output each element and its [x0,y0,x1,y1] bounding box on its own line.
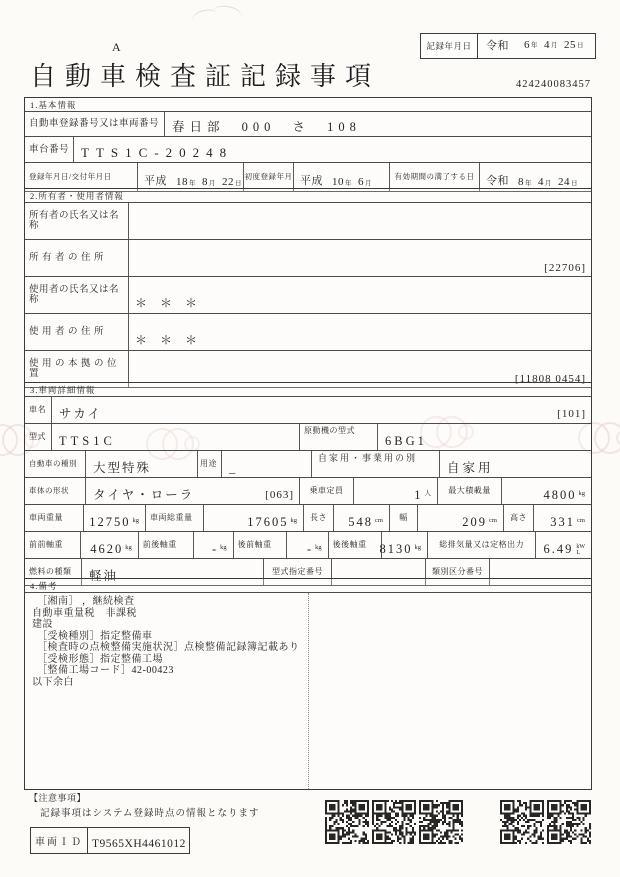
remarks-line: ［検査時の点検整備実施状況］点検整備記録簿記載あり [37,642,300,653]
first-registration-label: 初度登録年月 [243,163,293,191]
table-row [25,162,591,191]
owner-user-table [24,188,592,388]
vehicle-id-label: 車両ＩＤ [31,828,88,853]
remarks-line: 建設 [32,619,53,630]
record-date-value: 令和 6 年 4 月 25 日 [486,38,584,52]
section-heading-vehicle-details: 3.車両詳細情報 [30,385,96,395]
gross-weight-label: 車両総重量 [145,505,203,531]
table-row [25,202,591,239]
car-name-code: [101] [557,408,586,420]
body-shape-label: 車体の形状 [29,486,69,495]
axle-front-front-label: 前前軸重 [29,540,63,549]
axle-front-rear-value: - kg [193,532,233,558]
width-value: 209 cm [417,505,503,531]
registration-date-label: 登録年月日/交付年月日 [29,172,112,181]
plate-number-value: 春日部 000 さ 108 [164,112,591,136]
vehicle-category-label: 自動車の種別 [29,459,77,468]
height-label: 高さ [503,505,533,531]
expiry-date-value: 令和 8 年 4 月 24 日 [479,163,591,191]
notice-text: 記録事項はシステム登録時点の情報となります [40,809,260,819]
section-heading-owner-user: 2.所有者・使用者情報 [30,191,124,201]
displacement-output-label: 総排気量又は定格出力 [427,532,536,558]
remarks-line: ［受検形態］指定整備工場 [37,653,163,665]
qr-code-icon [419,800,463,844]
table-row [25,313,591,350]
basic-info-table [24,97,592,192]
axle-rear-rear-label: 後後軸重 [328,532,381,558]
fuel-type-value: 軽油 [81,559,263,585]
remarks-line: 以下余白 [32,676,74,688]
type-designation-number-label: 型式指定番号 [263,559,331,585]
length-label: 長さ [303,505,333,531]
body-shape-code: [063] [265,489,294,501]
pencil-smudge [192,4,244,30]
axle-rear-front-value: - kg [286,532,328,558]
owner-address-label: 所有者の住所 [29,253,108,263]
vehicle-id-box [30,827,190,854]
record-date-label: 記録年月日 [421,34,478,58]
private-business-value: 自家用 [439,451,591,477]
qr-code-icon [500,800,544,844]
use-value: _ [221,451,311,477]
vehicle-category-value: 大型特殊 [85,451,197,477]
qr-code-icon [325,800,369,844]
vehicle-details-table [24,382,592,586]
document-number: 424240083457 [516,79,591,90]
remarks-line: ［受検種別］指定整備車 [37,630,153,642]
expiry-date-label: 有効期間の満了する日 [389,163,479,191]
table-row [25,276,591,313]
height-value: 331 cm [533,505,591,531]
base-location-value: [11808 0454] [128,351,591,387]
axle-rear-rear-value: 8130 kg [381,532,427,558]
section-heading-basic-info: 1.基本情報 [30,100,77,110]
table-row [25,504,591,531]
axle-front-front-value: 4620 kg [80,532,137,558]
gross-weight-value: 17605 kg [203,505,303,531]
vehicle-weight-label: 車両重量 [29,513,63,522]
table-row [25,423,591,450]
notice-heading: 【注意事項】 [29,793,87,803]
axle-front-rear-label: 前後軸重 [138,532,193,558]
body-shape-value: タイヤ・ローラ [063] [85,478,299,504]
owner-address-value: [22706] [128,240,591,276]
displacement-output-value: 6.49 kW L [535,532,591,558]
user-address-label: 使用者の住所 [29,327,108,337]
table-row [25,396,591,423]
width-label: 幅 [389,505,417,531]
plate-number-label: 自動車登録番号又は車両番号 [29,119,160,129]
model-value: TTS1C [51,424,299,450]
use-label: 用途 [197,451,221,477]
axle-rear-front-label: 後前軸重 [233,532,286,558]
owner-name-value [128,203,591,239]
page-corner-mark: A [112,40,122,54]
qr-code-icon [547,800,591,844]
table-row [25,531,591,558]
record-date-box [420,33,596,59]
base-location-label: 使用の本拠の位置 [29,359,121,379]
user-address-value: ＊ ＊ ＊ [128,314,591,350]
owner-name-label: 所有者の氏名又は名称 [29,211,120,231]
max-load-value: 4800 kg [501,478,591,504]
page-title: 自動車検査証記録事項 [30,62,381,91]
chassis-number-label: 車台番号 [29,144,70,155]
vehicle-weight-value: 12750 kg [83,505,145,531]
remarks-line: ［整備工場コード］42-00423 [37,665,174,676]
chassis-number-value: TTS1C-20248 [73,137,591,162]
vehicle-id-value: T9565XH4461012 [92,838,186,850]
table-row [25,477,591,504]
remarks-line: 自動車重量税 非課税 [32,607,137,619]
registration-date-value: 平成 18 年 8 月 22 日 [137,163,243,191]
table-row [25,111,591,136]
class-division-number-label: 類別区分番号 [425,559,489,585]
qr-code-icon [372,800,416,844]
model-label: 型式 [29,432,46,441]
car-name-value: サカイ [101] [51,397,591,423]
section-heading-remarks: 4.備考 [30,581,58,591]
remarks-table [24,578,592,790]
remarks-dotted-divider [308,593,309,789]
engine-model-value: 6BG1 [377,424,591,450]
remarks-line: ［湘南］ ，継続検査 [37,596,135,607]
user-name-label: 使用者の氏名又は名称 [29,285,120,305]
car-name-label: 車名 [29,405,46,414]
remarks-box [25,592,591,789]
seating-capacity-label: 乗車定員 [299,478,353,504]
table-row [25,450,591,477]
first-registration-value: 平成 10 年 6 月 [293,163,389,191]
user-name-value: ＊ ＊ ＊ [128,277,591,313]
seating-capacity-value: 1 人 [353,478,437,504]
engine-model-label: 原動機の型式 [299,424,377,450]
table-row [25,239,591,276]
table-row [25,136,591,162]
max-load-label: 最大積載量 [437,478,501,504]
length-value: 548 cm [333,505,389,531]
private-business-label: 自家用・事業用の別 [311,451,439,477]
fuel-type-label: 燃料の種類 [29,567,72,576]
